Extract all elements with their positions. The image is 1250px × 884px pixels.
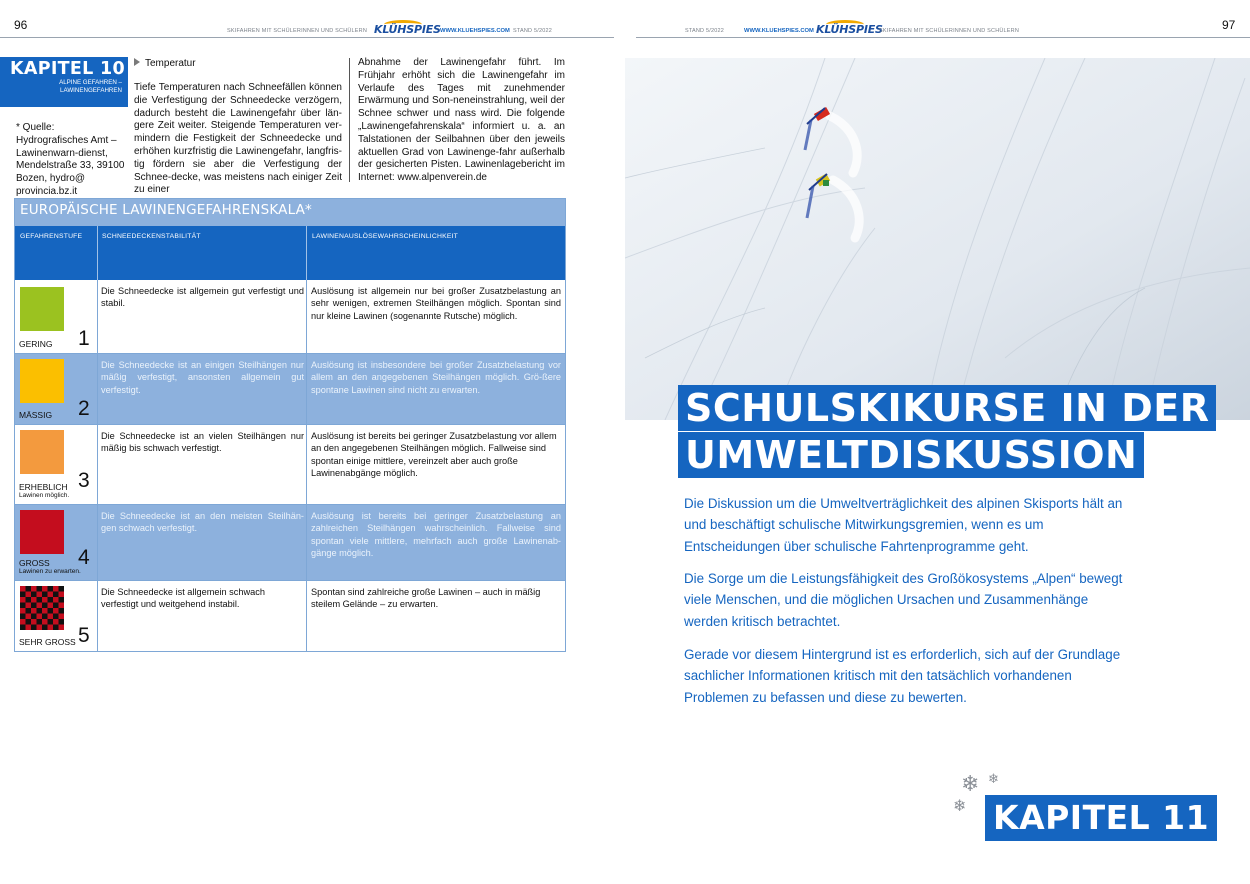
danger-level-note: Lawinen möglich. xyxy=(19,492,70,499)
section-heading-text: Temperatur xyxy=(145,58,196,69)
danger-swatch-checkered xyxy=(20,586,64,630)
table-title: EUROPÄISCHE LAWINENGEFAHRENSKALA* xyxy=(15,199,565,226)
danger-level-number: 4 xyxy=(78,546,90,569)
paragraph-3: Gerade vor diesem Hintergrund ist es erforderlich, sich auf der Grundlage sachlicher Informationen kritisch mit den tatsächlich vorhandenen Problemen zu befassen und diese zu bewerten. xyxy=(684,647,1121,705)
kluehspies-logo-right xyxy=(816,20,883,36)
danger-level-name: GROSS xyxy=(19,558,50,568)
chapter-subtitle-line1: ALPINE GEFAHREN – xyxy=(59,79,122,86)
probability-cell: Auslösung ist bereits bei geringer Zusatzbelastung vor allem an den angegebenen Steilhängen möglich. Fallweise sind spontan einige mittlere, vereinzelt aber auch große Lawinenabgänge möglich. xyxy=(311,431,557,479)
chapter-subtitle-line2: LAWINENGEFAHREN xyxy=(60,87,122,94)
triangle-bullet-icon xyxy=(134,58,140,66)
probability-cell: Spontan sind zahlreiche große Lawinen – auch in mäßig steilem Gelände – zu erwarten. xyxy=(311,587,541,610)
header-schneedeckenstabilitaet: SCHNEEDECKENSTABILITÄT xyxy=(102,233,201,240)
skiers-aerial-photo xyxy=(625,58,1250,420)
right-running-title: SKIFAHREN MIT SCHÜLERINNEN UND SCHÜLERN xyxy=(879,28,1020,34)
danger-swatch xyxy=(20,359,64,403)
header-divider xyxy=(97,226,98,280)
danger-level-note: Lawinen zu erwarten. xyxy=(19,568,81,575)
stability-cell: Die Schneedecke ist an den meisten Steilhän-gen schwach verfestigt. xyxy=(101,511,304,534)
header-divider xyxy=(306,226,307,280)
danger-level-name: SEHR GROSS xyxy=(19,637,76,647)
header-ausloesewahrscheinlichkeit: LAWINENAUSLÖSEWAHRSCHEINLICHKEIT xyxy=(312,233,459,240)
headline-line-2: UMWELTDISKUSSION xyxy=(678,432,1144,478)
left-stand: STAND 5/2022 xyxy=(513,28,552,34)
right-stand: STAND 5/2022 xyxy=(685,28,724,34)
left-running-title: SKIFAHREN MIT SCHÜLERINNEN UND SCHÜLERN xyxy=(227,28,368,34)
probability-cell: Auslösung ist insbesondere bei großer Zusatzbelastung vor allem an den angegebenen Steilhängen möglich. Grö-ßere spontane Lawinen sind nicht zu erwarten. xyxy=(311,360,561,395)
chapter-title: KAPITEL 10 xyxy=(10,59,125,79)
danger-level-number: 1 xyxy=(78,327,90,350)
header-rule-right xyxy=(636,37,1250,38)
source-note: * Quelle: Hydrografisches Amt – Lawinenwarn-dienst, Mendelstraße 33, 39100 Bozen, hydro@ provincia.bz.it xyxy=(16,122,125,197)
probability-cell: Auslösung ist bereits bei geringer Zusatzbelastung an zahlreichen Steilhängen wahrscheinlich. Fallweise sind spontan viele mittlere, mehrfach auch große Lawinenab-gänge möglich. xyxy=(311,511,561,559)
chapter-11-badge: KAPITEL 11 xyxy=(985,795,1217,841)
logo-text: KLÜHSPIES xyxy=(816,23,883,36)
probability-cell: Auslösung ist allgemein nur bei großer Zusatzbelastung an sehr wenigen, extremen Steilhängen möglich. Spontan sind nur kleine Lawinen (sogenannte Rutsche) möglich. xyxy=(311,286,561,321)
stability-cell: Die Schneedecke ist an vielen Steilhängen nur mäßig bis schwach verfestigt. xyxy=(101,431,304,454)
danger-level-name: MÄSSIG xyxy=(19,410,53,420)
danger-swatch xyxy=(20,430,64,474)
headline-line-1: SCHULSKIKURSE IN DER xyxy=(678,385,1216,431)
avalanche-danger-table xyxy=(14,198,566,652)
snowflake-small-icon: ❄ xyxy=(953,796,967,815)
snow-slope-illustration xyxy=(625,58,1250,420)
chapter-10-badge xyxy=(0,57,128,107)
header-rule-left xyxy=(0,37,614,38)
danger-level-name: ERHEBLICH xyxy=(19,482,68,492)
left-page-number: 96 xyxy=(14,18,28,32)
column-divider xyxy=(306,280,307,651)
stability-cell: Die Schneedecke ist allgemein schwach verfestigt und weitgehend instabil. xyxy=(101,587,265,610)
left-url[interactable]: WWW.KLUEHSPIES.COM xyxy=(440,28,510,34)
snowflake-small-icon: ❄ xyxy=(988,772,999,787)
kluehspies-logo xyxy=(374,20,441,36)
logo-text: KLÜHSPIES xyxy=(374,23,441,36)
column-divider xyxy=(97,280,98,651)
column-divider xyxy=(349,58,350,182)
stability-cell: Die Schneedecke ist allgemein gut verfestigt und stabil. xyxy=(101,286,304,309)
danger-level-number: 5 xyxy=(78,624,90,647)
snowflakes-icon: ❄ xyxy=(961,772,980,797)
body-column-2: Abnahme der Lawinengefahr führt. Im Frühjahr erhöht sich die Lawinengefahr im Verlaufe des Tages mit zunehmender Erwärmung und Son-neneinstrahlung, weil der Schnee schwer und nass wird. Die folgende „Lawinengefahrenskala“ informiert u. a. an Talstationen der Seilbahnen über den jeweils aktuellen Grad von Lawinenge-fahr außerhalb der gesicherten Pisten. Lawinenlagebericht im Internet: www.alpenverein.de xyxy=(358,57,565,184)
body-column-1: Tiefe Temperaturen nach Schneefällen können die Verfestigung der Schneedecke verzögern, dadurch besteht die Lawinengefahr über län-gere Zeit weiter. Steigende Temperaturen ver-mindern die Festigkeit der Schneedecke und erhöhen kurzfristig die Lawinengefahr, langfris-tig fördern sie aber die Verfestigung der Schnee-decke, was meistens nach einiger Zeit zu einer xyxy=(134,82,342,196)
section-heading xyxy=(134,58,196,69)
right-page-number: 97 xyxy=(1222,18,1236,32)
danger-swatch xyxy=(20,510,64,554)
danger-level-number: 2 xyxy=(78,397,90,420)
right-url[interactable]: WWW.KLUEHSPIES.COM xyxy=(744,28,814,34)
paragraph-1: Die Diskussion um die Umweltverträglichkeit des alpinen Skisports hält an und beschäftigt schulische Mitwirkungsgremien, wenn es um Entscheidungen über schulische Fahrtenprogramme geht. xyxy=(684,496,1123,554)
danger-swatch xyxy=(20,287,64,331)
paragraph-2: Die Sorge um die Leistungsfähigkeit des Großökosystems „Alpen“ bewegt viele Menschen, und die möglichen Ursachen und Zusammenhänge werden kritisch betrachtet. xyxy=(684,571,1123,629)
danger-level-number: 3 xyxy=(78,469,90,492)
stability-cell: Die Schneedecke ist an einigen Steilhängen nur mäßig verfestigt, ansonsten allgemein gut verfestigt. xyxy=(101,360,304,395)
chapter-subtitle xyxy=(59,79,122,95)
table-header-row xyxy=(15,226,565,280)
danger-level-name: GERING xyxy=(19,339,53,349)
header-gefahrenstufe: GEFAHRENSTUFE xyxy=(20,233,83,240)
